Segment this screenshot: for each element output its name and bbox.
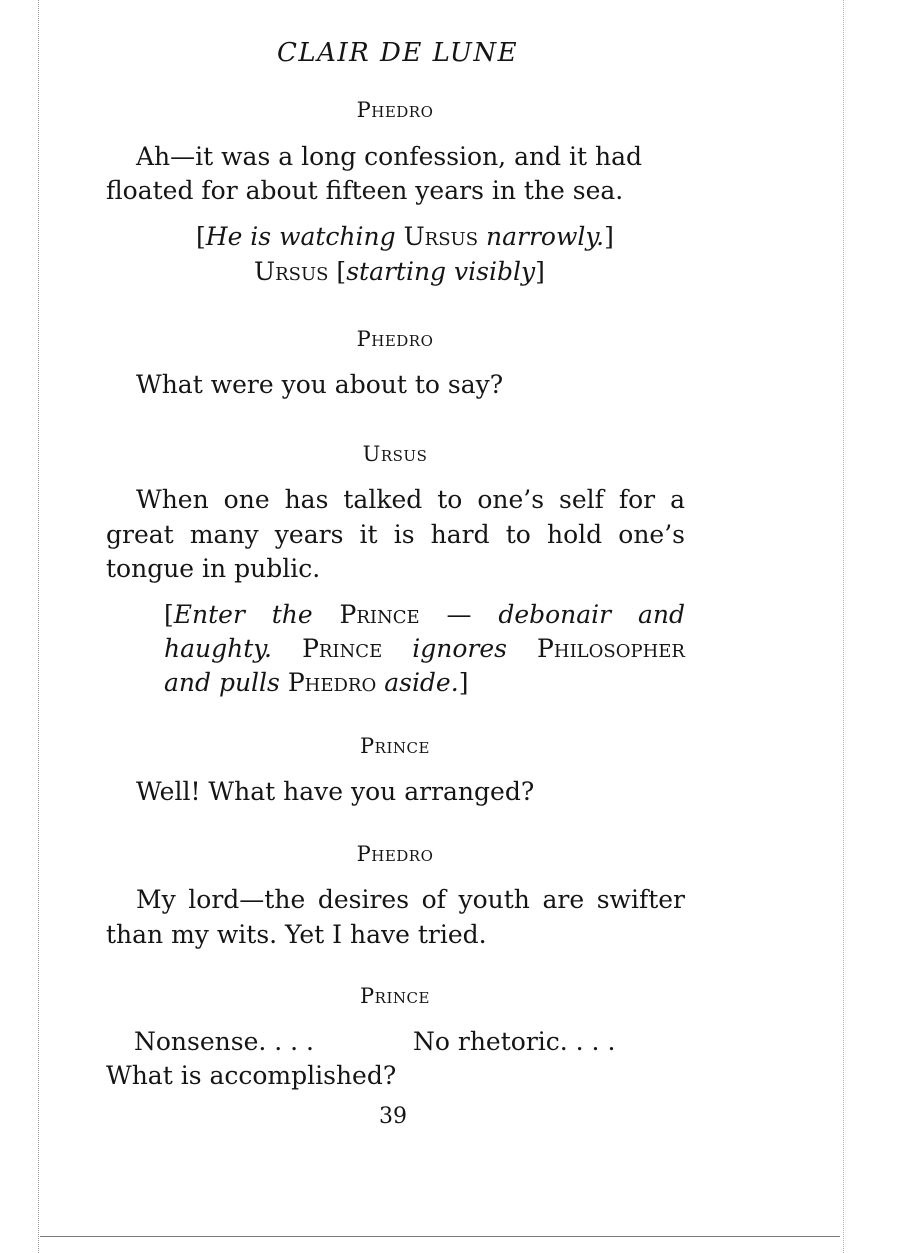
dialogue-line: great many years it is hard to hold one’s (106, 520, 685, 549)
speaker-name: Phedro (356, 327, 434, 351)
dialogue-line: floated for about fifteen years in the sea. (106, 176, 624, 205)
dialogue-line: When one has talked to one’s self for a (136, 485, 685, 514)
speaker-name: Prince (360, 984, 430, 1008)
character-name: Ursus (254, 257, 329, 286)
dialogue-line: tongue in public. (106, 554, 321, 583)
direction-text: narrowly. (486, 222, 605, 251)
bracket-open: [ (196, 222, 206, 251)
character-name: Philosopher (537, 634, 685, 663)
dialogue-line: than my wits. Yet I have tried. (106, 920, 487, 949)
character-name: Ursus (403, 222, 479, 251)
bracket-close: ] (604, 222, 614, 251)
speaker-name: Phedro (356, 98, 434, 122)
running-head: CLAIR DE LUNE (276, 38, 519, 68)
bracket-close: ] (458, 668, 469, 697)
dialogue-line: No rhetoric. . . . (413, 1027, 616, 1056)
scan-bottom-rule (40, 1236, 840, 1237)
character-name: Phedro (287, 668, 377, 697)
dialogue-line: Ah—it was a long confession, and it had (136, 142, 643, 171)
direction-text: haughty. (164, 634, 273, 663)
direction-text: ignores (412, 634, 507, 663)
direction-text: debonair and (498, 600, 685, 629)
direction-text: He is watching (205, 222, 396, 251)
speaker-name: Prince (360, 734, 430, 758)
speaker-name: Phedro (356, 842, 434, 866)
stage-direction-line (164, 600, 685, 630)
dialogue-line: Nonsense. . . . (134, 1027, 315, 1056)
dialogue-line: What were you about to say? (136, 370, 504, 399)
page-number: 39 (379, 1104, 407, 1129)
stage-direction-line (164, 668, 468, 698)
direction-text: Enter the (173, 600, 313, 629)
direction-text: aside. (384, 668, 459, 697)
dialogue-line: Well! What have you arranged? (136, 777, 535, 806)
scan-edge-left (38, 0, 40, 1253)
stage-direction (254, 257, 545, 287)
bracket-open: [ (336, 257, 347, 286)
direction-text: and pulls (164, 668, 280, 697)
dialogue-line: My lord—the desires of youth are swifter (136, 885, 685, 914)
stage-direction-line (164, 634, 685, 664)
bracket-close: ] (535, 257, 545, 286)
character-name: Prince (339, 600, 420, 629)
speaker-name: Ursus (362, 442, 428, 466)
scan-edge-right (843, 0, 845, 1253)
bracket-open: [ (164, 600, 174, 629)
dialogue-line: What is accomplished? (106, 1061, 397, 1090)
stage-direction (196, 222, 614, 252)
dash: — (419, 600, 499, 629)
character-name: Prince (302, 634, 383, 663)
direction-text: starting visibly (346, 257, 536, 286)
